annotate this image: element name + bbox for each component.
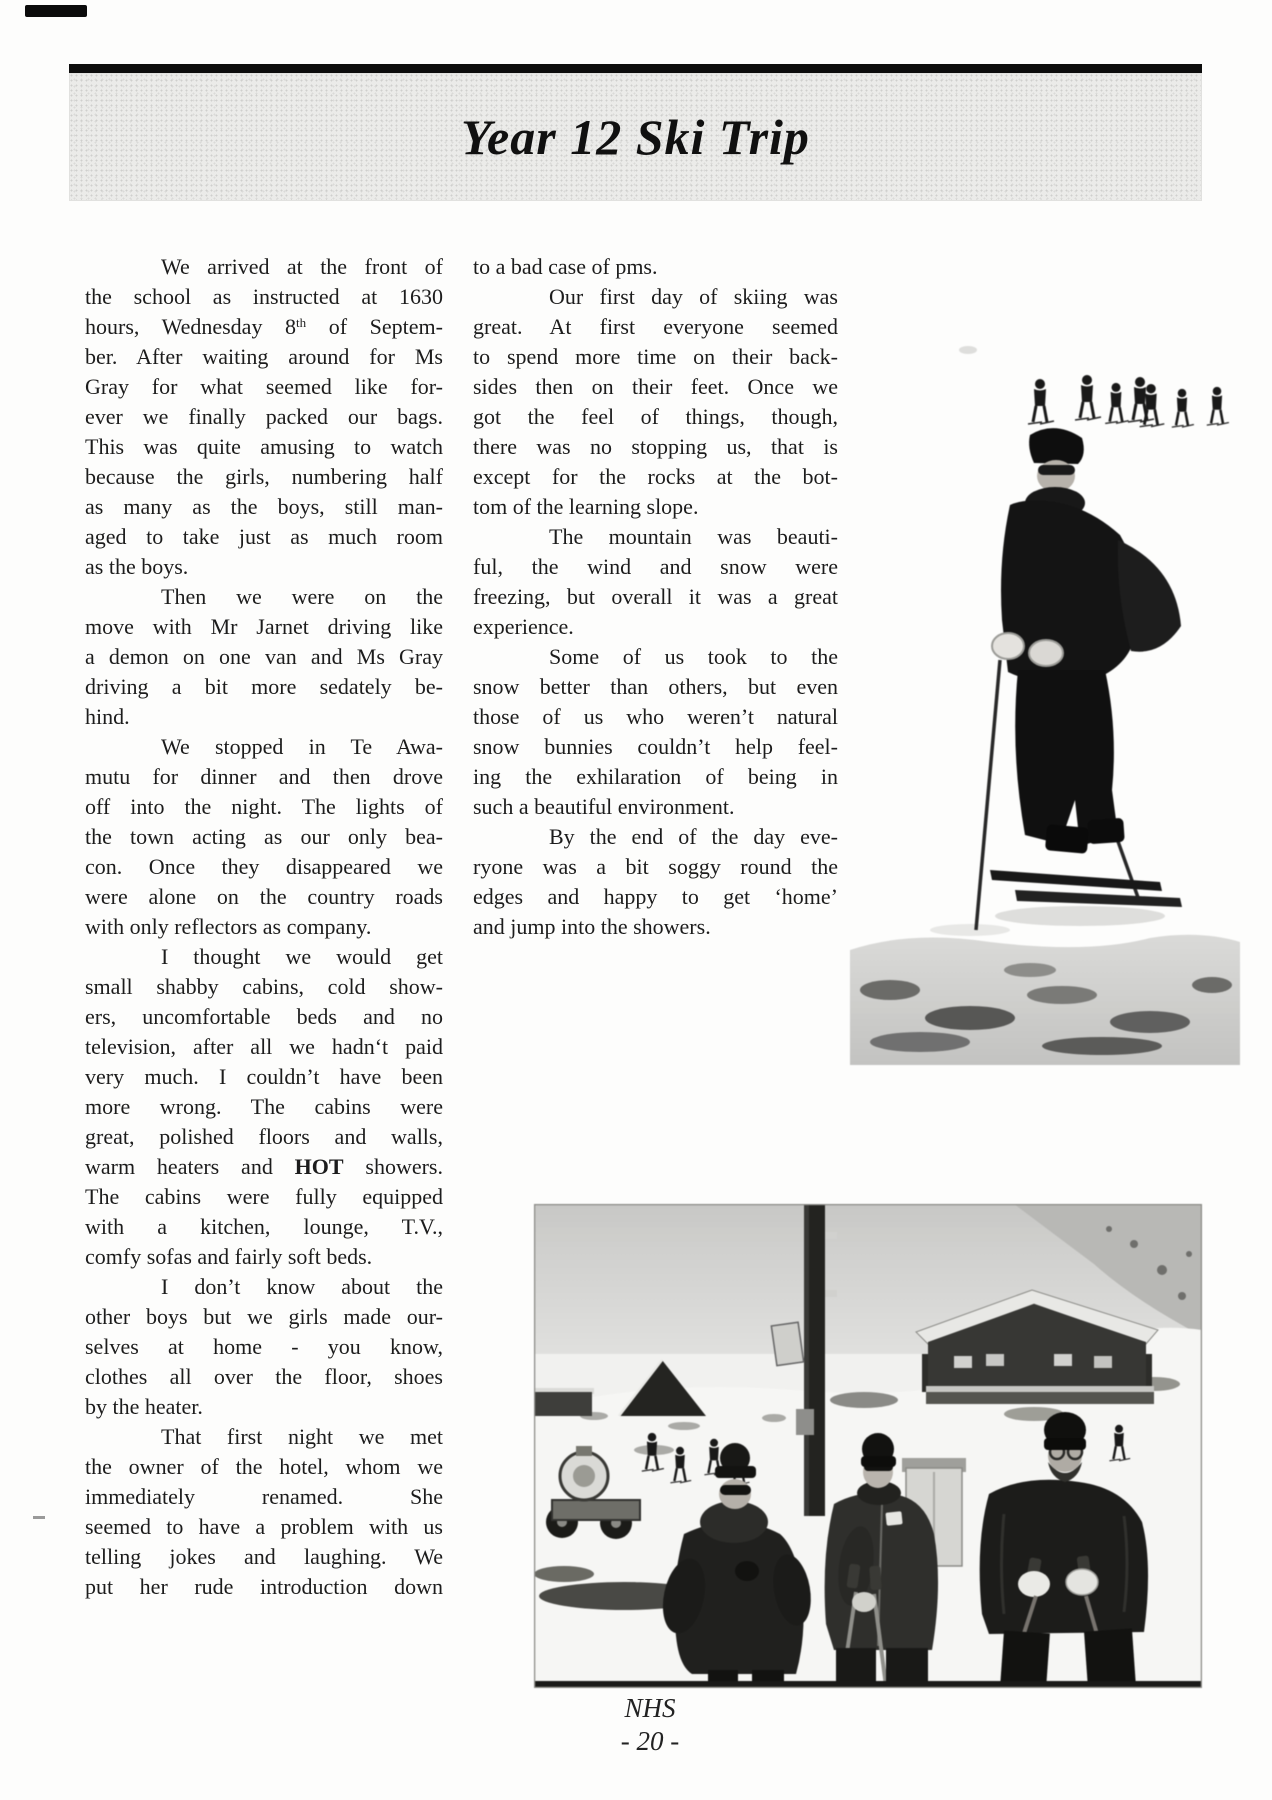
text-line: television, after all we hadn‘t paid <box>85 1034 443 1059</box>
text-line: got the feel of things, though, <box>473 404 838 429</box>
text-line: immediately renamed. She <box>85 1484 443 1509</box>
text-line: such a beautiful environment. <box>473 794 735 819</box>
text-line: edges and happy to get ‘home’ <box>473 884 838 909</box>
text-line: ryone was a bit soggy round the <box>473 854 838 879</box>
column-left <box>85 252 443 1602</box>
text-line: warm heaters and HOT showers. <box>85 1154 443 1179</box>
page-number: - 20 - <box>620 1726 680 1756</box>
text-line: Then we were on the <box>161 584 443 609</box>
skier-photo <box>850 330 1240 1065</box>
text-line: sides then on their feet. Once we <box>473 374 838 399</box>
text-line: We arrived at the front of <box>161 254 443 279</box>
text-line: move with Mr Jarnet driving like <box>85 614 443 639</box>
text-line: to a bad case of pms. <box>473 254 658 279</box>
text-line: driving a bit more sedately be- <box>85 674 443 699</box>
text-line: experience. <box>473 614 574 639</box>
text-line: Gray for what seemed like for- <box>85 374 443 399</box>
text-line: hind. <box>85 704 130 729</box>
text-line: the owner of the hotel, whom we <box>85 1454 443 1479</box>
text-line: freezing, but overall it was a great <box>473 584 838 609</box>
text-line: other boys but we girls made our- <box>85 1304 443 1329</box>
text-line: comfy sofas and fairly soft beds. <box>85 1244 373 1269</box>
margin-mark <box>33 1516 45 1519</box>
text-line: This was quite amusing to watch <box>85 434 443 459</box>
text-line: seemed to have a problem with us <box>85 1514 443 1539</box>
text-line: to spend more time on their back- <box>473 344 838 369</box>
footer <box>450 1692 850 1758</box>
text-line: as many as the boys, still man- <box>85 494 443 519</box>
text-line: small shabby cabins, cold show- <box>85 974 443 999</box>
text-line: Some of us took to the <box>549 644 838 669</box>
text-line: and jump into the showers. <box>473 914 711 939</box>
text-line: telling jokes and laughing. We <box>85 1544 443 1569</box>
text-line: except for the rocks at the bot- <box>473 464 838 489</box>
text-line: were alone on the country roads <box>85 884 443 909</box>
text-line: mutu for dinner and then drove <box>85 764 443 789</box>
text-line: with only reflectors as company. <box>85 914 372 939</box>
text-line: great, polished floors and walls, <box>85 1124 443 1149</box>
text-line: very much. I couldn’t have been <box>85 1064 443 1089</box>
text-line: by the heater. <box>85 1394 203 1419</box>
text-line: hours, Wednesday 8th of Septem- <box>85 314 443 339</box>
text-line: off into the night. The lights of <box>85 794 443 819</box>
text-line: the town acting as our only bea- <box>85 824 443 849</box>
text-line: there was no stopping us, that is <box>473 434 838 459</box>
text-line: selves at home - you know, <box>85 1334 443 1359</box>
text-line: I thought we would get <box>161 944 443 969</box>
text-line: tom of the learning slope. <box>473 494 699 519</box>
text-line: as the boys. <box>85 554 189 579</box>
text-line: The cabins were fully equipped <box>85 1184 443 1209</box>
text-line: ber. After waiting around for Ms <box>85 344 443 369</box>
text-line: snow bunnies couldn’t help feel- <box>473 734 838 759</box>
group-photo <box>534 1204 1202 1688</box>
title-banner <box>69 64 1202 201</box>
text-line: ing the exhilaration of being in <box>473 764 838 789</box>
text-line: more wrong. The cabins were <box>85 1094 443 1119</box>
far-building <box>534 1388 594 1416</box>
text-line: with a kitchen, lounge, T.V., <box>85 1214 443 1239</box>
text-line: clothes all over the floor, shoes <box>85 1364 443 1389</box>
text-line: put her rude introduction down <box>85 1574 443 1599</box>
scan-artifact <box>25 5 87 17</box>
text-line: The mountain was beauti- <box>549 524 838 549</box>
text-line: great. At first everyone seemed <box>473 314 838 339</box>
text-line: aged to take just as much room <box>85 524 443 549</box>
text-line: snow better than others, but even <box>473 674 838 699</box>
text-line: By the end of the day eve- <box>549 824 838 849</box>
text-line: ever we finally packed our bags. <box>85 404 443 429</box>
text-line: because the girls, numbering half <box>85 464 443 489</box>
text-line: ful, the wind and snow were <box>473 554 838 579</box>
text-line: Our first day of skiing was <box>549 284 838 309</box>
text-line: That first night we met <box>161 1424 443 1449</box>
text-line: those of us who weren’t natural <box>473 704 838 729</box>
page-title: Year 12 Ski Trip <box>461 109 810 165</box>
text-line: con. Once they disappeared we <box>85 854 443 879</box>
text-line: ers, uncomfortable beds and no <box>85 1004 443 1029</box>
text-line: We stopped in Te Awa- <box>161 734 443 759</box>
text-line: a demon on one van and Ms Gray <box>85 644 443 669</box>
text-line: the school as instructed at 1630 <box>85 284 443 309</box>
text-line: I don’t know about the <box>161 1274 443 1299</box>
school-initials: NHS <box>624 1693 676 1723</box>
